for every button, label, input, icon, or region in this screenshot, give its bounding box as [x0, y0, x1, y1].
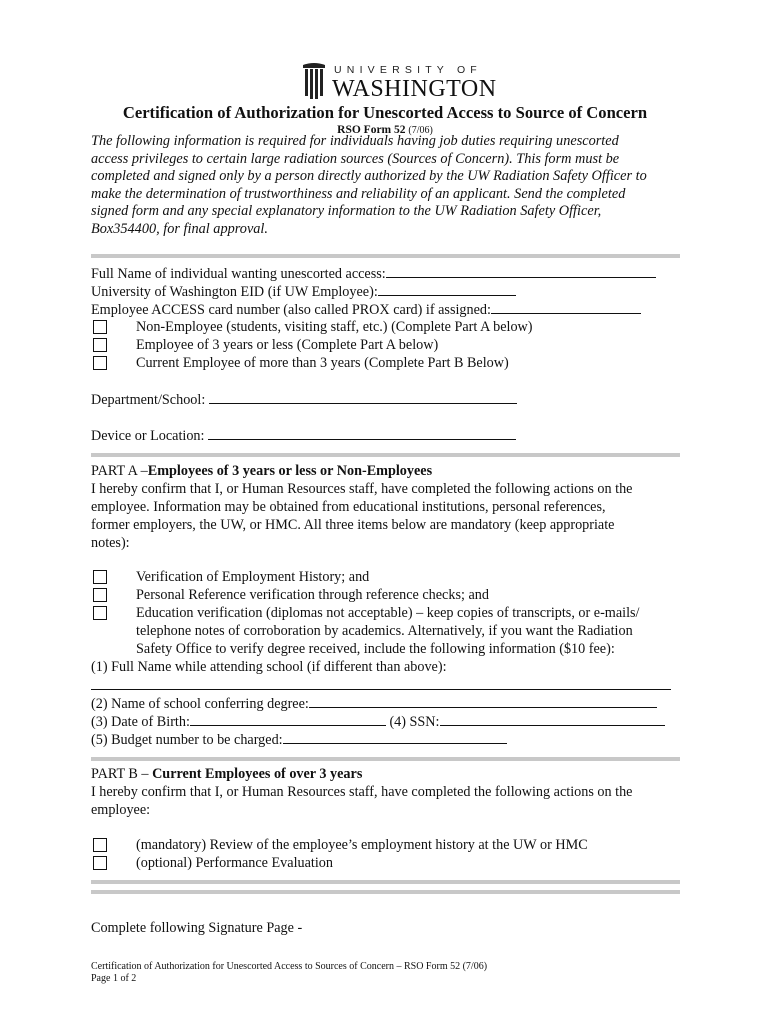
personal-reference-label: Personal Reference verification through reference checks; and — [136, 587, 489, 603]
intro-line: signed form and any special explanatory information to the UW Radiation Safety Officer, — [91, 203, 602, 220]
education-verification-label: Education verification (diplomas not acceptable) – keep copies of transcripts, or e-mails/ — [136, 605, 640, 621]
part-a-paragraph — [91, 480, 632, 552]
education-verification-cont: telephone notes of corroboration by academics. Alternatively, if you want the Radiation — [136, 623, 633, 639]
part-a-title: Employees of 3 years or less or Non-Employees — [147, 463, 433, 479]
employee-3yr-or-less-checkbox[interactable] — [93, 338, 107, 352]
page-title: Certification of Authorization for Unescorted Access to Source of Concern — [122, 103, 648, 122]
intro-line: The following information is required for individuals having job duties requiring unescorted — [91, 133, 619, 149]
section-divider — [91, 453, 680, 457]
access-card-field[interactable] — [491, 300, 641, 314]
page-number: Page 1 of 2 — [91, 973, 137, 984]
part-b-title: Current Employees of over 3 years — [152, 766, 363, 782]
device-field[interactable] — [208, 426, 516, 440]
signature-note: Complete following Signature Page - — [91, 920, 303, 936]
part-a-prefix: PART A – — [91, 463, 148, 479]
intro-line: make the determination of trustworthiness and reliability of an applicant. Send the completed — [91, 185, 626, 202]
section-divider — [91, 757, 680, 761]
employment-review-checkbox[interactable] — [93, 838, 107, 852]
school-name-label: (1) Full Name while attending school (if different than above): — [91, 659, 447, 675]
dob-field[interactable] — [190, 712, 386, 726]
section-divider — [91, 890, 680, 894]
dob-label: (3) Date of Birth: — [91, 714, 190, 730]
department-row — [91, 390, 517, 409]
ssn-label: (4) SSN: — [389, 714, 440, 730]
employment-review-label: (mandatory) Review of the employee’s employment history at the UW or HMC — [136, 837, 588, 853]
part-b-prefix: PART B – — [91, 766, 153, 782]
full-name-field[interactable] — [386, 264, 656, 278]
part-a-para-line: former employers, the UW, or HMC. All three items below are mandatory (keep appropriate — [91, 517, 615, 533]
performance-evaluation-checkbox[interactable] — [93, 856, 107, 870]
part-b-paragraph — [91, 783, 632, 819]
eid-row — [91, 282, 516, 301]
section-divider — [91, 254, 680, 258]
eid-field[interactable] — [378, 282, 516, 296]
part-a-para-line: I hereby confirm that I, or Human Resources staff, have completed the following actions on the — [91, 481, 633, 497]
logo-washington: WASHINGTON — [332, 76, 497, 102]
performance-evaluation-label: (optional) Performance Evaluation — [136, 855, 333, 871]
employment-history-label: Verification of Employment History; and — [136, 569, 370, 585]
intro-line: completed and signed only by a person directly authorized by the UW Radiation Safety Officer to — [91, 168, 647, 185]
budget-label: (5) Budget number to be charged: — [91, 732, 283, 748]
page-footer — [91, 961, 487, 985]
dob-ssn-row — [91, 712, 665, 731]
part-a-para-line: notes): — [91, 535, 130, 551]
non-employee-label: Non-Employee (students, visiting staff, etc.) (Complete Part A below) — [136, 319, 533, 335]
columns-logo-icon — [302, 62, 326, 102]
intro-line: Box354400, for final approval. — [91, 220, 268, 237]
budget-row — [91, 730, 507, 749]
ssn-field[interactable] — [440, 712, 665, 726]
employee-3yr-or-less-label: Employee of 3 years or less (Complete Part A below) — [136, 337, 439, 353]
intro-paragraph — [91, 133, 691, 239]
intro-line: access privileges to certain large radiation sources (Sources of Concern). This form must be — [91, 150, 620, 167]
department-label: Department/School: — [91, 392, 206, 408]
device-label: Device or Location: — [91, 428, 205, 444]
employment-history-checkbox[interactable] — [93, 570, 107, 584]
access-card-label: Employee ACCESS card number (also called PROX card) if assigned: — [91, 302, 491, 318]
access-card-row — [91, 300, 641, 319]
uw-logo — [302, 60, 497, 104]
personal-reference-checkbox[interactable] — [93, 588, 107, 602]
budget-field[interactable] — [283, 730, 507, 744]
education-verification-checkbox[interactable] — [93, 606, 107, 620]
part-a-para-line: employee. Information may be obtained from educational institutions, personal references, — [91, 499, 606, 515]
form-date: (7/06) — [408, 125, 433, 136]
full-name-label: Full Name of individual wanting unescorted access: — [91, 266, 386, 282]
department-field[interactable] — [209, 390, 517, 404]
form-label: RSO Form 52 — [337, 124, 406, 136]
part-b-para-line: I hereby confirm that I, or Human Resources staff, have completed the following actions on the — [91, 784, 633, 800]
education-verification-cont: Safety Office to verify degree received, include the following information ($10 fee): — [136, 641, 615, 657]
section-divider — [91, 880, 680, 884]
employee-over-3yr-checkbox[interactable] — [93, 356, 107, 370]
device-row — [91, 426, 516, 445]
part-b-para-line: employee: — [91, 802, 151, 818]
employee-over-3yr-label: Current Employee of more than 3 years (Complete Part B Below) — [136, 355, 509, 371]
school-degree-row — [91, 694, 657, 713]
logo-university-of: UNIVERSITY OF — [334, 64, 482, 76]
full-name-row — [91, 264, 656, 283]
school-degree-field[interactable] — [309, 694, 657, 708]
non-employee-checkbox[interactable] — [93, 320, 107, 334]
eid-label: University of Washington EID (if UW Employee): — [91, 284, 378, 300]
footer-line: Certification of Authorization for Unescorted Access to Sources of Concern – RSO Form 52 (7/06) — [91, 961, 488, 972]
part-b-heading — [91, 765, 362, 783]
part-a-heading — [91, 462, 432, 480]
school-degree-label: (2) Name of school conferring degree: — [91, 696, 309, 712]
school-name-field[interactable] — [91, 689, 671, 690]
